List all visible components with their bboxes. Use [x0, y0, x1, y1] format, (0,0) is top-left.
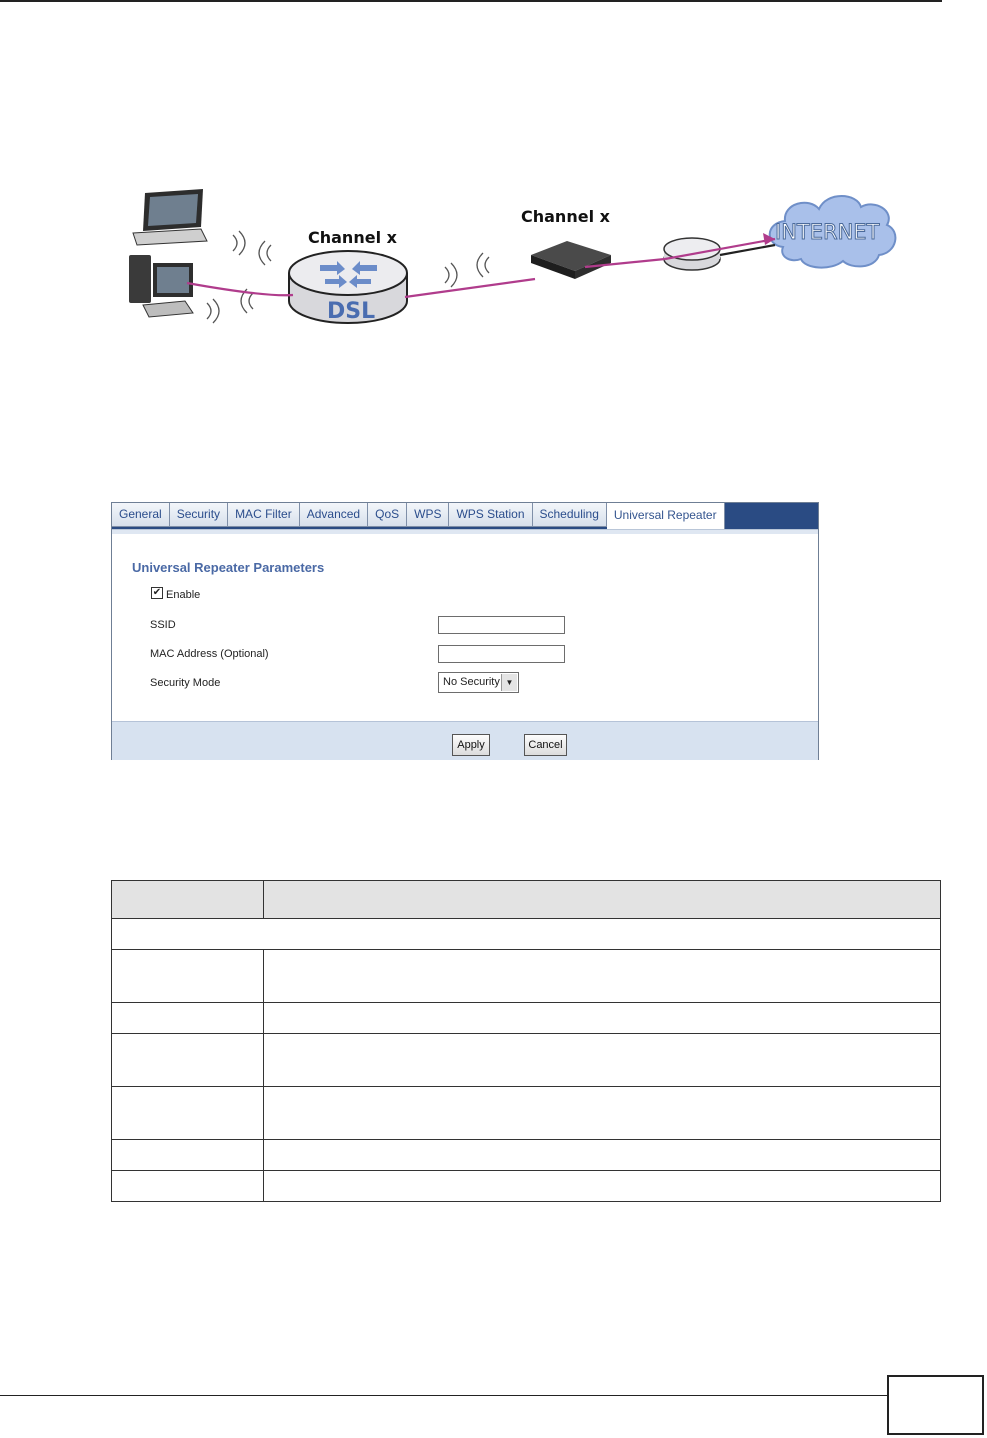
table-cell — [264, 1140, 941, 1171]
repeater-device-icon — [531, 241, 611, 279]
tab-security[interactable]: Security — [170, 503, 228, 527]
table-row — [112, 1003, 941, 1034]
table-cell — [264, 1171, 941, 1202]
tab-bar — [112, 503, 818, 529]
tab-advanced[interactable]: Advanced — [300, 503, 368, 527]
table-row — [112, 1087, 941, 1140]
laptop-icon — [133, 189, 207, 245]
table-header-cell — [264, 881, 941, 919]
enable-label: Enable — [166, 589, 201, 601]
mac-address-input[interactable] — [438, 645, 565, 663]
footer-rule — [0, 1395, 888, 1396]
button-bar — [112, 721, 818, 760]
table-row — [112, 1140, 941, 1171]
security-mode-label: Security Mode — [150, 677, 221, 689]
enable-checkbox[interactable]: ✔ — [152, 587, 162, 598]
table-cell — [112, 1003, 264, 1034]
tab-scheduling[interactable]: Scheduling — [533, 503, 607, 527]
table-cell — [112, 1171, 264, 1202]
network-diagram — [115, 175, 905, 365]
security-mode-select[interactable] — [438, 672, 519, 693]
table-cell — [112, 919, 941, 950]
table-cell — [112, 1087, 264, 1140]
table-row — [112, 1034, 941, 1087]
table-cell — [112, 950, 264, 1003]
table-header-cell — [112, 881, 264, 919]
tab-qos[interactable]: QoS — [368, 503, 407, 527]
table-header-row — [112, 881, 941, 919]
tab-general[interactable]: General — [112, 503, 170, 527]
tab-universal-repeater[interactable]: Universal Repeater — [607, 503, 725, 530]
channel-left-label: Channel x — [308, 228, 397, 247]
table-row — [112, 919, 941, 950]
internet-label: INTERNET — [775, 220, 880, 244]
ssid-input[interactable] — [438, 616, 565, 634]
header-rule — [0, 0, 942, 2]
table-row — [112, 1171, 941, 1202]
section-title: Universal Repeater Parameters — [132, 560, 325, 575]
table-row — [112, 950, 941, 1003]
table-cell — [112, 1140, 264, 1171]
tab-underline — [112, 529, 818, 534]
table-cell — [264, 1087, 941, 1140]
tab-wps[interactable]: WPS — [407, 503, 449, 527]
cancel-button[interactable]: Cancel — [524, 734, 567, 756]
tab-mac-filter[interactable]: MAC Filter — [228, 503, 300, 527]
apply-button[interactable]: Apply — [452, 734, 490, 756]
mac-address-label: MAC Address (Optional) — [150, 648, 269, 660]
description-table — [111, 880, 941, 1202]
channel-right-label: Channel x — [521, 207, 610, 226]
page-number-box — [887, 1375, 984, 1435]
table-cell — [264, 950, 941, 1003]
network-diagram-svg — [115, 175, 905, 365]
table-cell — [112, 1034, 264, 1087]
desktop-computer-icon — [129, 255, 193, 317]
ssid-label: SSID — [150, 619, 176, 631]
table-cell — [264, 1003, 941, 1034]
dropdown-arrow-icon[interactable]: ▼ — [501, 674, 517, 691]
tab-wps-station[interactable]: WPS Station — [449, 503, 532, 527]
dsl-label: DSL — [327, 299, 376, 324]
security-mode-value: No Security — [443, 676, 500, 688]
universal-repeater-screen — [111, 502, 819, 760]
table-cell — [264, 1034, 941, 1087]
